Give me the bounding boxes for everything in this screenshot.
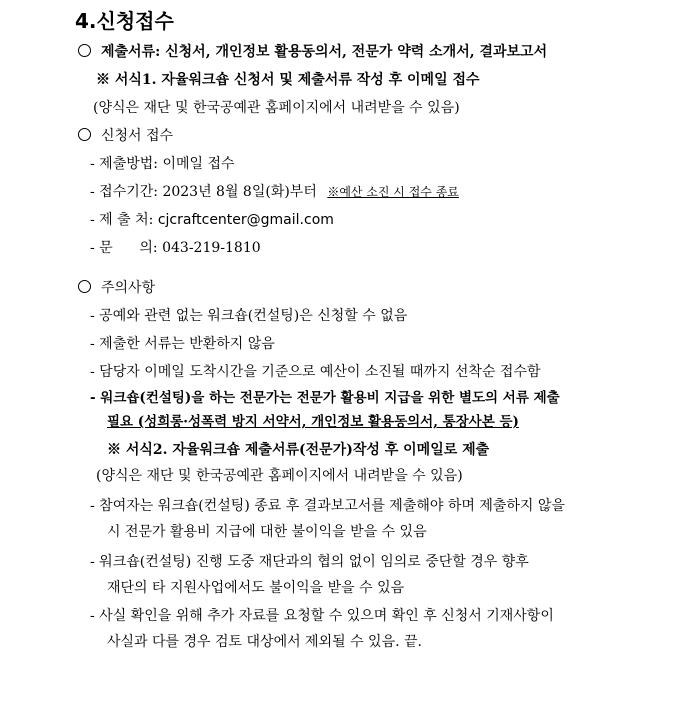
receipt-period-text: - 접수기간: 2023년 8월 8일(화)부터	[90, 184, 317, 200]
form1-note: ※ 서식1. 자율워크숍 신청서 및 제출서류 작성 후 이메일 접수	[96, 72, 480, 88]
submission-email	[90, 210, 334, 230]
circle-bullet-icon	[78, 44, 91, 57]
precaution-item: - 제출한 서류는 반환하지 않음	[90, 336, 275, 352]
contact-phone	[90, 238, 261, 258]
precaution-item-expert: - 워크숍(컨설팅)을 하는 전문가는 전문가 활용비 지급을 위한 별도의 서류 제출	[90, 390, 560, 406]
circle-bullet-icon	[78, 280, 91, 293]
precaution-item: - 사실 확인을 위해 추가 자료를 요청할 수 있으며 확인 후 신청서 기재사항이	[90, 608, 554, 624]
precaution-item-expert-cont: 필요 (성희롱·성폭력 방지 서약서, 개인정보 활용동의서, 통장사본 등)	[107, 414, 519, 430]
submission-docs-heading	[78, 42, 547, 62]
precaution-item: - 공예와 관련 없는 워크숍(컨설팅)은 신청할 수 없음	[90, 308, 408, 324]
circle-bullet-icon	[78, 128, 91, 141]
precaution-item: - 워크숍(컨설팅) 진행 도중 재단과의 협의 없이 임의로 중단할 경우 향후	[90, 554, 529, 570]
section-title: 4.신청접수	[75, 9, 174, 33]
application-receipt-text: 신청서 접수	[101, 128, 174, 144]
precautions-text: 주의사항	[101, 280, 156, 296]
application-receipt-heading	[78, 126, 173, 146]
submission-docs-text: 제출서류: 신청서, 개인정보 활용동의서, 전문가 약력 소개서, 결과보고서	[101, 44, 548, 60]
form2-download-note: (양식은 재단 및 한국공예관 홈페이지에서 내려받을 수 있음)	[96, 468, 463, 484]
email-link[interactable]: cjcraftcenter@gmail.com	[157, 212, 334, 228]
precaution-item-cont: 재단의 타 지원사업에서도 불이익을 받을 수 있음	[107, 580, 405, 596]
submission-method: - 제출방법: 이메일 접수	[90, 156, 235, 172]
phone-label: - 문 의:	[90, 240, 163, 256]
precautions-heading	[78, 278, 155, 298]
receipt-period	[90, 182, 459, 202]
form2-note: ※ 서식2. 자율워크숍 제출서류(전문가)작성 후 이메일로 제출	[107, 442, 490, 458]
form1-download-note: (양식은 재단 및 한국공예관 홈페이지에서 내려받을 수 있음)	[93, 100, 460, 116]
precaution-item-cont: 사실과 다를 경우 검토 대상에서 제외될 수 있음. 끝.	[107, 634, 422, 650]
precaution-item: - 참여자는 워크숍(컨설팅) 종료 후 결과보고서를 제출해야 하며 제출하지 않을	[90, 498, 565, 514]
phone-number: 043-219-1810	[162, 240, 261, 256]
budget-note: ※예산 소진 시 접수 종료	[327, 185, 459, 199]
precaution-item-cont: 시 전문가 활용비 지급에 대한 불이익을 받을 수 있음	[107, 524, 427, 540]
email-label: - 제 출 처:	[90, 212, 158, 228]
precaution-item: - 담당자 이메일 도착시간을 기준으로 예산이 소진될 때까지 선착순 접수함	[90, 364, 541, 380]
